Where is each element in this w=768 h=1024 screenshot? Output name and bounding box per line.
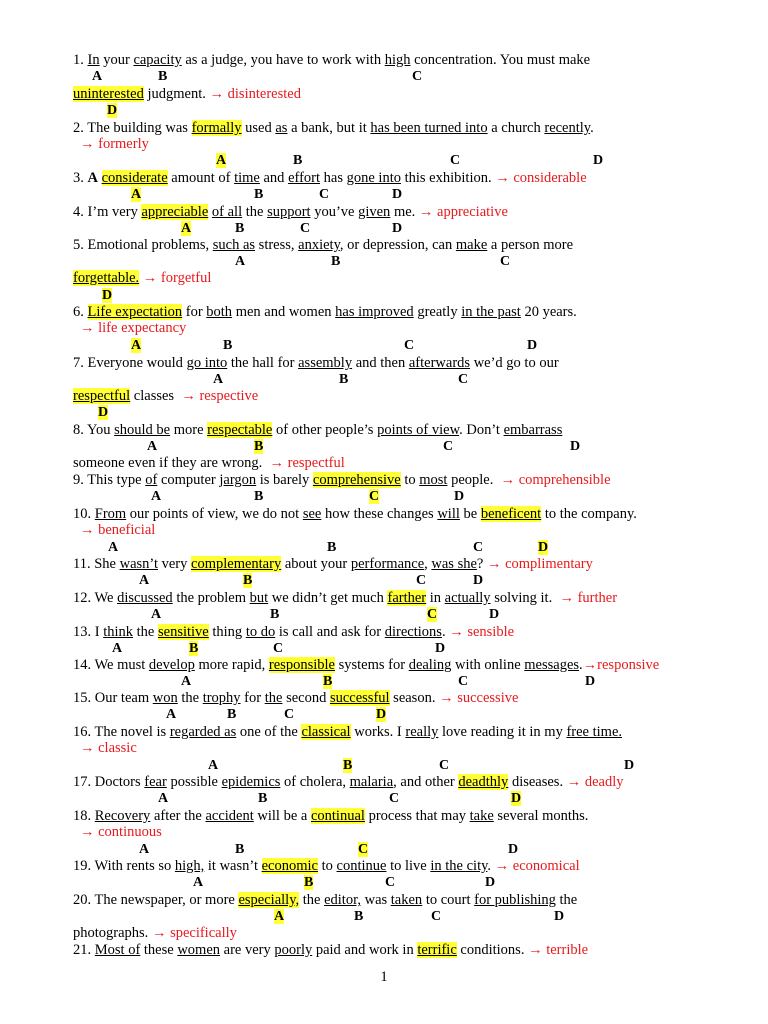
answer: sensible xyxy=(467,624,515,640)
option-letter-highlighted: A xyxy=(131,187,142,202)
arrow-icon: → xyxy=(151,925,167,941)
answer: classic xyxy=(98,740,137,756)
option-letter: C xyxy=(458,674,469,689)
option-letter-highlighted: D xyxy=(538,540,549,555)
answer: continuous xyxy=(98,824,162,840)
answer: successive xyxy=(457,690,519,706)
option-letter-highlighted: B xyxy=(304,875,314,890)
option-letter: C xyxy=(458,372,469,387)
arrow-icon: → xyxy=(269,455,284,471)
option-letter-highlighted: B xyxy=(189,641,199,656)
option-letter: D xyxy=(593,153,604,168)
option-letter: A xyxy=(208,758,219,773)
option-letter: C xyxy=(389,791,400,806)
question-1: 1. In your capacity as a judge, you have to work with high concentration. You must make xyxy=(73,52,591,68)
question-10: 10. From our points of view, we do not see how these changes will be beneficent to the company. xyxy=(73,506,637,522)
question-7-cont: respectful classes → respective xyxy=(73,388,259,404)
answer: deadly xyxy=(584,774,624,790)
option-letter: A xyxy=(151,607,162,622)
option-letter: D xyxy=(392,187,403,202)
option-letter: D xyxy=(454,489,465,504)
option-letter: C xyxy=(319,187,330,202)
option-letter: C xyxy=(300,221,311,236)
answer: formerly xyxy=(98,136,149,152)
answer: comprehensible xyxy=(518,472,611,488)
option-letter: A xyxy=(108,540,119,555)
question-4: 4. I’m very appreciable of all the support you’ve given me. → appreciative xyxy=(73,204,508,220)
question-2: 2. The building was formally used as a bank, but it has been turned into a church recently. xyxy=(73,120,594,136)
option-letter: C xyxy=(385,875,396,890)
arrow-icon: → xyxy=(449,624,464,640)
option-letter: C xyxy=(416,573,427,588)
arrow-icon: → xyxy=(80,740,95,756)
option-letter-highlighted: D xyxy=(102,288,113,303)
option-letter: B xyxy=(354,909,364,924)
arrow-icon: → xyxy=(582,657,598,673)
option-letter: C xyxy=(273,641,284,656)
option-letter: C xyxy=(473,540,484,555)
option-letter-highlighted: D xyxy=(98,405,109,420)
option-letter-highlighted: C xyxy=(358,842,369,857)
question-7: 7. Everyone would go into the hall for assembly and then afterwards we’d go to our xyxy=(73,355,559,371)
option-letter: D xyxy=(527,338,538,353)
option-letter: A xyxy=(193,875,204,890)
question-17: 17. Doctors fear possible epidemics of cholera, malaria, and other deadthly diseases. → deadly xyxy=(73,774,624,790)
question-16-answer xyxy=(80,740,748,757)
arrow-icon: → xyxy=(181,388,196,404)
page-number: 1 xyxy=(380,969,388,985)
question-20-cont: photographs. → specifically xyxy=(73,925,237,941)
option-letter: A xyxy=(139,573,150,588)
answer: economical xyxy=(512,858,580,874)
option-letter: B xyxy=(223,338,233,353)
option-letter-highlighted: A xyxy=(181,221,192,236)
option-letter: B xyxy=(235,842,245,857)
option-letter: B xyxy=(270,607,280,622)
option-letter: A xyxy=(181,674,192,689)
arrow-icon: → xyxy=(142,270,158,286)
option-letter: A xyxy=(213,372,224,387)
question-18-answer xyxy=(80,824,748,841)
option-letter: A xyxy=(166,707,177,722)
answer: considerable xyxy=(513,170,587,186)
question-3: 3. A considerate amount of time and effort has gone into this exhibition. → considerable xyxy=(73,170,587,186)
arrow-icon: → xyxy=(500,472,516,488)
option-letter: B xyxy=(339,372,349,387)
answer: respectful xyxy=(287,455,345,471)
question-20: 20. The newspaper, or more especially, the editor, was taken to court for publishing the xyxy=(73,892,578,908)
arrow-icon: → xyxy=(494,858,510,874)
option-letter: D xyxy=(435,641,446,656)
option-letter: C xyxy=(412,69,423,84)
answer: respective xyxy=(199,388,259,404)
option-letter-highlighted: D xyxy=(511,791,522,806)
option-letter: B xyxy=(258,791,268,806)
arrow-icon: → xyxy=(209,86,225,102)
option-letter-highlighted: A xyxy=(274,909,285,924)
arrow-icon: → xyxy=(80,522,95,538)
option-letter: A xyxy=(151,489,162,504)
question-14: 14. We must develop more rapid, responsible systems for dealing with online messages.→responsive xyxy=(73,657,660,673)
option-letter: A xyxy=(147,439,158,454)
option-letter: A xyxy=(112,641,123,656)
option-letter-highlighted: B xyxy=(243,573,253,588)
arrow-icon: → xyxy=(528,942,543,958)
option-letter: D xyxy=(392,221,403,236)
arrow-icon: → xyxy=(559,590,574,606)
question-1-cont: uninterested judgment. → disinterested xyxy=(73,86,301,102)
option-letter: B xyxy=(293,153,303,168)
option-letter: C xyxy=(500,254,511,269)
option-letter: B xyxy=(254,489,264,504)
option-letter: B xyxy=(235,221,245,236)
answer: disinterested xyxy=(227,86,301,102)
option-letter: D xyxy=(624,758,635,773)
option-letter: B xyxy=(254,187,264,202)
option-letter: D xyxy=(570,439,581,454)
question-6-answer xyxy=(80,320,748,337)
option-letter: D xyxy=(585,674,596,689)
option-letter: B xyxy=(158,69,168,84)
question-18: 18. Recovery after the accident will be a continual process that may take several months. xyxy=(73,808,589,824)
answer: complimentary xyxy=(505,556,593,572)
answer: further xyxy=(577,590,618,606)
option-letter: A xyxy=(92,69,103,84)
option-letter: C xyxy=(450,153,461,168)
option-letter: C xyxy=(431,909,442,924)
question-6: 6. Life expectation for both men and women has improved greatly in the past 20 years. xyxy=(73,304,577,320)
option-letter: A xyxy=(158,791,169,806)
option-letter: A xyxy=(235,254,246,269)
question-19: 19. With rents so high, it wasn’t economic to continue to live in the city. → economical xyxy=(73,858,580,874)
option-letter: C xyxy=(404,338,415,353)
question-8-cont: someone even if they are wrong. → respectful xyxy=(73,455,345,471)
option-letter: D xyxy=(485,875,496,890)
option-letter: C xyxy=(439,758,450,773)
option-letter-highlighted: B xyxy=(254,439,264,454)
answer: life expectancy xyxy=(98,320,187,336)
option-letter: D xyxy=(473,573,484,588)
question-11: 11. She wasn’t very complementary about your performance, was she? → complimentary xyxy=(73,556,593,572)
answer: appreciative xyxy=(437,204,508,220)
option-letter-highlighted: B xyxy=(343,758,353,773)
answer: terrible xyxy=(546,942,589,958)
arrow-icon: → xyxy=(418,204,434,220)
answer: beneficial xyxy=(98,522,156,538)
option-letter: B xyxy=(331,254,341,269)
answer: specifically xyxy=(170,925,237,941)
question-5: 5. Emotional problems, such as stress, anxiety, or depression, can make a person more xyxy=(73,237,574,253)
option-letter-highlighted: C xyxy=(369,489,380,504)
question-15: 15. Our team won the trophy for the second successful season. → successive xyxy=(73,690,519,706)
option-letter: A xyxy=(139,842,150,857)
question-13: 13. I think the sensitive thing to do is call and ask for directions. → sensible xyxy=(73,624,515,640)
option-letter: C xyxy=(284,707,295,722)
option-letter: C xyxy=(443,439,454,454)
option-letter-highlighted: A xyxy=(131,338,142,353)
question-16: 16. The novel is regarded as one of the classical works. I really love reading it in my free time. xyxy=(73,724,623,740)
question-8: 8. You should be more respectable of other people’s points of view. Don’t embarrass xyxy=(73,422,563,438)
question-12: 12. We discussed the problem but we didn’t get much farther in actually solving it. → further xyxy=(73,590,618,606)
question-2-answer xyxy=(80,136,748,153)
arrow-icon: → xyxy=(566,774,582,790)
arrow-icon: → xyxy=(80,136,95,152)
question-9: 9. This type of computer jargon is barely comprehensive to most people. → comprehensible xyxy=(73,472,611,488)
option-letter-highlighted: D xyxy=(376,707,387,722)
option-letter: D xyxy=(554,909,565,924)
option-letter-highlighted: B xyxy=(323,674,333,689)
arrow-icon: → xyxy=(495,170,510,186)
arrow-icon: → xyxy=(486,556,502,572)
option-letter-highlighted: A xyxy=(216,153,227,168)
question-5-cont: forgettable. → forgetful xyxy=(73,270,212,286)
question-10-answer xyxy=(80,522,748,539)
answer: responsive xyxy=(597,657,660,673)
option-letter: B xyxy=(227,707,237,722)
arrow-icon: → xyxy=(439,690,454,706)
option-letter: D xyxy=(508,842,519,857)
option-letter-highlighted: C xyxy=(427,607,438,622)
answer: forgetful xyxy=(160,270,212,286)
arrow-icon: → xyxy=(80,824,95,840)
arrow-icon: → xyxy=(80,320,95,336)
option-letter-highlighted: D xyxy=(107,103,118,118)
option-letter: D xyxy=(489,607,500,622)
question-21: 21. Most of these women are very poorly paid and work in terrific conditions. → terrible xyxy=(73,942,589,958)
option-letter: B xyxy=(327,540,337,555)
